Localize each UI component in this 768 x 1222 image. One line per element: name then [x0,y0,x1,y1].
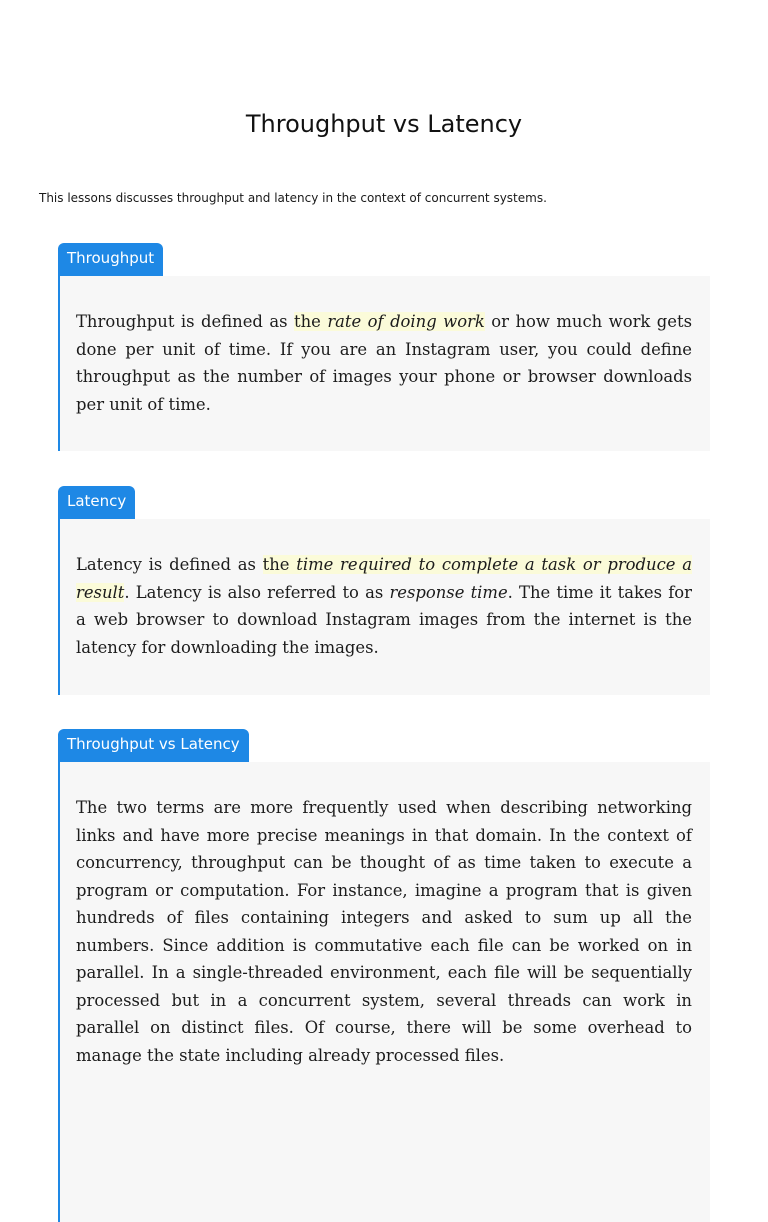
comparison-section [58,729,710,1222]
latency-text-mid: . Latency is also referred to as [124,582,390,602]
latency-text-start: Latency is defined as [76,555,263,574]
comparison-box [58,762,710,1222]
latency-section [58,486,710,695]
latency-highlight-lead: the [262,555,297,574]
throughput-definition: rate of doing work [327,312,485,331]
throughput-highlight [294,312,485,331]
comparison-paragraph: The two terms are more frequently used when describing networking links and have more precise meanings in that domain. In the context of concurrency, throughput can be thought of as time taken to execute a program or computation. For instance, imagine a program that is given hundreds of files containing integers and asked to sum up all the numbers. Since addition is commutative each file can be worked on in parallel. In a single-threaded environment, each file will be sequentially processed but in a concurrent system, several threads can work in parallel on distinct files. Of course, there will be some overhead to manage the state including already processed files. [76,798,692,1065]
throughput-text-end: or how much work gets done per unit of time. If you are an Instagram user, you could define throughput as the number of images your phone or browser downloads per unit of time. [76,312,692,414]
throughput-paragraph [76,308,692,418]
throughput-tab: Throughput [58,243,163,276]
comparison-tab: Throughput vs Latency [58,729,249,762]
throughput-box [58,276,710,451]
throughput-highlight-lead: the [294,312,328,331]
latency-box [58,519,710,695]
throughput-section [58,243,710,451]
latency-definition: time required to complete a task or produce a result [76,555,692,602]
throughput-text-start: Throughput is defined as [76,312,294,331]
latency-paragraph [76,551,692,661]
intro-text: This lessons discusses throughput and latency in the context of concurrent systems. [39,191,547,205]
page-title: Throughput vs Latency [245,110,523,138]
latency-text-end: . The time it takes for a web browser to download Instagram images from the internet is the latency for downloading the images. [76,582,692,657]
latency-response-time: response time [389,582,508,602]
latency-tab: Latency [58,486,135,519]
